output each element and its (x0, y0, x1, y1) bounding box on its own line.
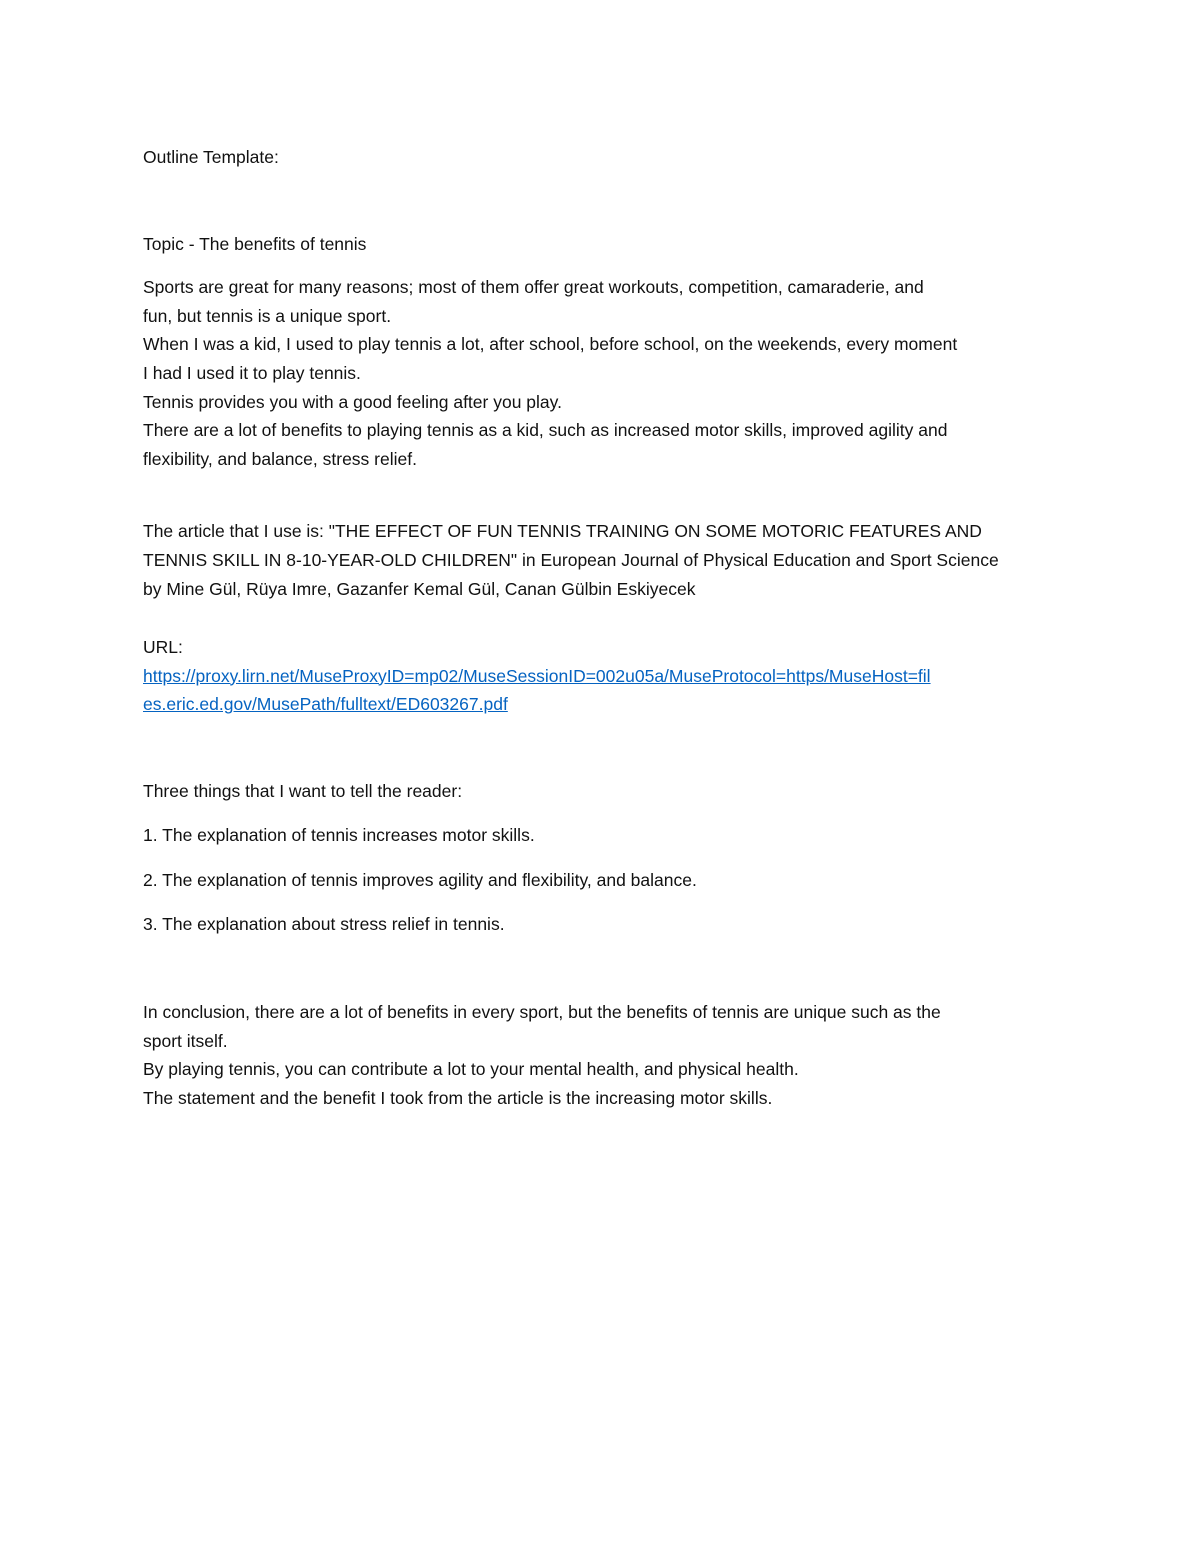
document-body (143, 143, 1068, 1113)
intro-line: fun, but tennis is a unique sport. (143, 305, 392, 326)
conclusion-line: In conclusion, there are a lot of benefits in every sport, but the benefits of tennis are unique such as the (143, 1002, 941, 1023)
outline-heading: Outline Template: (143, 147, 279, 167)
spacer (143, 258, 1068, 273)
citation-line: The article that I use is: "THE EFFECT OF FUN TENNIS TRAINING ON SOME MOTORIC FEATURES AND (143, 521, 982, 542)
spacer (143, 938, 1068, 998)
spacer (143, 895, 1068, 910)
three-things-heading: Three things that I want to tell the reader: (143, 780, 463, 801)
intro-line: flexibility, and balance, stress relief. (143, 448, 417, 469)
url-link-line[interactable]: https://proxy.lirn.net/MuseProxyID=mp02/MuseSessionID=002u05a/MuseProtocol=https/MuseHost=fil (143, 665, 931, 686)
list-item: 3. The explanation about stress relief in tennis. (143, 913, 505, 934)
conclusion-line: By playing tennis, you can contribute a lot to your mental health, and physical health. (143, 1059, 799, 1080)
intro-line: When I was a kid, I used to play tennis a lot, after school, before school, on the weekends, every moment (143, 334, 958, 355)
spacer (143, 719, 1068, 777)
intro-paragraph (143, 273, 1068, 473)
citation-line: TENNIS SKILL IN 8-10-YEAR-OLD CHILDREN" in European Journal of Physical Education and Sport Science (143, 549, 999, 570)
spacer (143, 172, 1068, 230)
intro-line: I had I used it to play tennis. (143, 362, 361, 383)
spacer (143, 473, 1068, 517)
list-item: 2. The explanation of tennis improves agility and flexibility, and balance. (143, 870, 697, 891)
list-item: 1. The explanation of tennis increases motor skills. (143, 824, 535, 845)
intro-line: Tennis provides you with a good feeling after you play. (143, 391, 562, 412)
url-label: URL: (143, 637, 183, 658)
conclusion-line: The statement and the benefit I took from the article is the increasing motor skills. (143, 1088, 773, 1109)
spacer (143, 849, 1068, 866)
url-link-line[interactable]: es.eric.ed.gov/MusePath/fulltext/ED603267.pdf (143, 694, 508, 715)
topic-line: Topic - The benefits of tennis (143, 233, 367, 254)
conclusion-line: sport itself. (143, 1030, 228, 1051)
spacer (143, 806, 1068, 821)
article-url-link[interactable] (143, 662, 1068, 719)
citation-line: by Mine Gül, Rüya Imre, Gazanfer Kemal Gül, Canan Gülbin Eskiyecek (143, 578, 696, 599)
conclusion-paragraph (143, 998, 1068, 1112)
article-citation (143, 517, 1068, 603)
intro-line: There are a lot of benefits to playing tennis as a kid, such as increased motor skills, improved agility and (143, 420, 948, 441)
intro-line: Sports are great for many reasons; most of them offer great workouts, competition, camaraderie, and (143, 277, 924, 298)
spacer (143, 603, 1068, 633)
